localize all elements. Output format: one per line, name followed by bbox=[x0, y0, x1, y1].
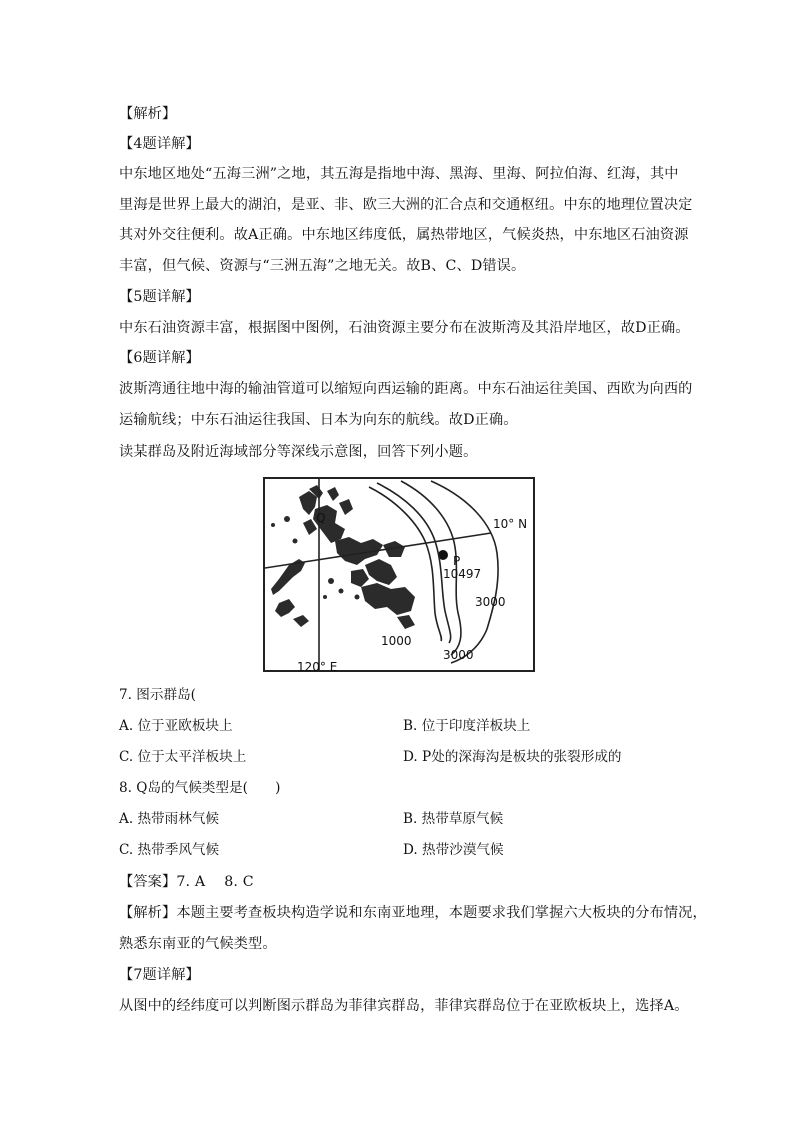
label-p: P bbox=[453, 554, 461, 568]
label-contour-1000: 1000 bbox=[381, 634, 412, 648]
question-8-option-d: D. 热带沙漠气候 bbox=[403, 842, 504, 858]
label-longitude: 120° E bbox=[297, 660, 338, 674]
analysis-line: 熟悉东南亚的气候类型。 bbox=[119, 936, 277, 952]
question-7-option-d: D. P处的深海沟是板块的张裂形成的 bbox=[403, 749, 622, 765]
question-8-option-b: B. 热带草原气候 bbox=[403, 811, 504, 827]
section-heading-q4: 【4题详解】 bbox=[119, 136, 200, 152]
label-contour-3000-right: 3000 bbox=[475, 595, 506, 609]
isobath-map bbox=[263, 477, 535, 672]
question-7-option-a: A. 位于亚欧板块上 bbox=[119, 718, 233, 734]
question-intro: 读某群岛及附近海域部分等深线示意图，回答下列小题。 bbox=[119, 444, 478, 460]
paragraph-line: 中东石油资源丰富，根据图中图例，石油资源主要分布在波斯湾及其沿岸地区，故D正确。 bbox=[119, 320, 690, 336]
paragraph-line: 运输航线；中东石油运往我国、日本为向东的航线。故D正确。 bbox=[119, 412, 518, 428]
paragraph-line: 其对外交往便利。故A正确。中东地区纬度低，属热带地区，气候炎热，中东地区石油资源 bbox=[119, 227, 689, 243]
label-contour-3000-bottom: 3000 bbox=[443, 648, 474, 662]
question-7-stem: 7. 图示群岛( bbox=[119, 687, 196, 703]
paragraph-line: 波斯湾通往地中海的输油管道可以缩短向西运输的距离。中东石油运往美国、西欧为向西的 bbox=[119, 381, 693, 397]
section-heading-q6: 【6题详解】 bbox=[119, 350, 200, 366]
question-7-option-c: C. 位于太平洋板块上 bbox=[119, 749, 247, 765]
paragraph-line: 里海是世界上最大的湖泊，是亚、非、欧三大洲的汇合点和交通枢纽。中东的地理位置决定 bbox=[119, 197, 693, 213]
paragraph-line: 中东地区地处“五海三洲”之地，其五海是指地中海、黑海、里海、阿拉伯海、红海，其中 bbox=[119, 166, 679, 182]
question-7-option-b: B. 位于印度洋板块上 bbox=[403, 718, 531, 734]
question-8-option-c: C. 热带季风气候 bbox=[119, 842, 220, 858]
label-latitude: 10° N bbox=[493, 517, 528, 531]
answer-line: 【答案】7. A 8. C bbox=[119, 874, 254, 890]
island-group bbox=[271, 485, 415, 629]
analysis-line: 从图中的经纬度可以判断图示群岛为菲律宾群岛，菲律宾群岛位于在亚欧板块上，选择A。 bbox=[119, 998, 689, 1014]
analysis-line: 【解析】本题主要考查板块构造学说和东南亚地理，本题要求我们掌握六大板块的分布情况， bbox=[119, 905, 707, 921]
label-depth-p: 10497 bbox=[443, 567, 482, 581]
paragraph-line: 丰富，但气候、资源与“三洲五海”之地无关。故B、C、D错误。 bbox=[119, 258, 526, 274]
section-heading-q5: 【5题详解】 bbox=[119, 289, 200, 305]
section-heading-analysis: 【解析】 bbox=[119, 106, 177, 122]
label-q: Q bbox=[316, 511, 326, 525]
section-heading-q7: 【7题详解】 bbox=[119, 967, 200, 983]
question-8-option-a: A. 热带雨林气候 bbox=[119, 811, 220, 827]
question-8-stem: 8. Q岛的气候类型是( ) bbox=[119, 780, 281, 796]
map-drawing bbox=[265, 479, 533, 670]
